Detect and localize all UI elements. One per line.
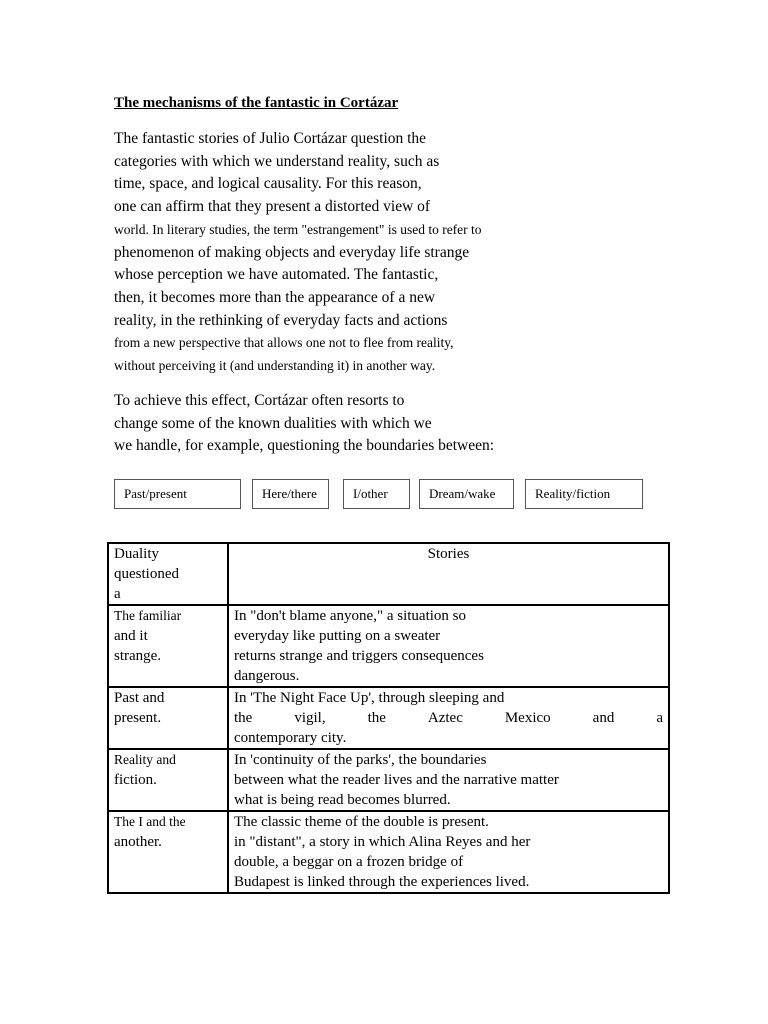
cell-line: between what the reader lives and the narrative matter (234, 772, 559, 788)
cell-line: The classic theme of the double is present. (234, 814, 489, 830)
table-header-row (108, 543, 669, 605)
story-cell (228, 687, 669, 749)
table-row (108, 687, 669, 749)
story-cell (228, 811, 669, 893)
cell-line: In 'The Night Face Up', through sleeping and (234, 690, 505, 706)
table-row (108, 749, 669, 811)
table-row (108, 605, 669, 687)
cell-line: Budapest is linked through the experiences lived. (234, 874, 530, 890)
paragraph-line: from a new perspective that allows one not to flee from reality, (114, 335, 454, 351)
cell-line: Duality (114, 546, 159, 562)
stories-table (107, 542, 670, 894)
duality-cell (108, 687, 228, 749)
story-cell (228, 605, 669, 687)
header-duality-cell (108, 543, 228, 605)
duality-cell (108, 811, 228, 893)
duality-box: Dream/wake (419, 479, 514, 509)
cell-line: fiction. (114, 772, 157, 788)
word: a (656, 710, 663, 726)
cell-line: In "don't blame anyone," a situation so (234, 608, 466, 624)
paragraph-line: reality, in the rethinking of everyday facts and actions (114, 311, 448, 329)
justified-line (234, 708, 663, 728)
paragraph-line: we handle, for example, questioning the boundaries between: (114, 437, 495, 455)
paragraph-line: then, it becomes more than the appearance of a new (114, 288, 436, 306)
cell-line: everyday like putting on a sweater (234, 628, 441, 644)
cell-line: returns strange and triggers consequences (234, 648, 484, 664)
dualities-paragraph (114, 390, 494, 458)
paragraph-line: world. In literary studies, the term "estrangement" is used to refer to (114, 221, 482, 237)
table-row (108, 811, 669, 893)
paragraph-line: To achieve this effect, Cortázar often resorts to (114, 392, 405, 409)
cell-line: present. (114, 710, 162, 726)
cell-line: Reality and (114, 752, 176, 767)
cell-line: Past and (114, 690, 165, 706)
word: the (367, 710, 386, 726)
word: and (592, 710, 615, 726)
cell-line: another. (114, 834, 162, 850)
word: vigil, (294, 710, 326, 726)
cell-line: strange. (114, 648, 162, 664)
word: Mexico (504, 710, 551, 726)
paragraph-line: change some of the known dualities with which we (114, 414, 432, 432)
paragraph-line: categories with which we understand reality, such as (114, 152, 440, 170)
word: Aztec (427, 710, 463, 726)
cell-line: dangerous. (234, 668, 300, 684)
paragraph-line: The fantastic stories of Julio Cortázar question the (114, 130, 427, 147)
cell-line: The I and the (114, 814, 186, 829)
duality-box: Here/there (252, 479, 329, 509)
cell-line: in "distant", a story in which Alina Reyes and her (234, 834, 531, 850)
cell-line: questioned (114, 566, 179, 582)
cell-line: The familiar (114, 608, 182, 623)
cell-line: a (114, 586, 121, 602)
intro-paragraph (114, 128, 482, 378)
cell-line: contemporary city. (234, 730, 347, 746)
duality-cell (108, 605, 228, 687)
header-stories-cell: Stories (228, 543, 669, 605)
paragraph-line: phenomenon of making objects and everyday life strange (114, 243, 470, 261)
word: the (234, 710, 253, 726)
cell-line: In 'continuity of the parks', the boundaries (234, 752, 487, 768)
page-title: The mechanisms of the fantastic in Cortázar (114, 95, 399, 111)
duality-box: Past/present (114, 479, 241, 509)
duality-box: I/other (343, 479, 410, 509)
duality-box: Reality/fiction (525, 479, 643, 509)
cell-line: double, a beggar on a frozen bridge of (234, 854, 464, 870)
cell-line: what is being read becomes blurred. (234, 792, 451, 808)
paragraph-line: whose perception we have automated. The fantastic, (114, 266, 439, 284)
paragraph-line: time, space, and logical causality. For this reason, (114, 175, 422, 193)
story-cell (228, 749, 669, 811)
cell-line: and it (114, 628, 148, 644)
paragraph-line: without perceiving it (and understanding it) in another way. (114, 358, 436, 374)
duality-cell (108, 749, 228, 811)
paragraph-line: one can affirm that they present a distorted view of (114, 198, 431, 216)
